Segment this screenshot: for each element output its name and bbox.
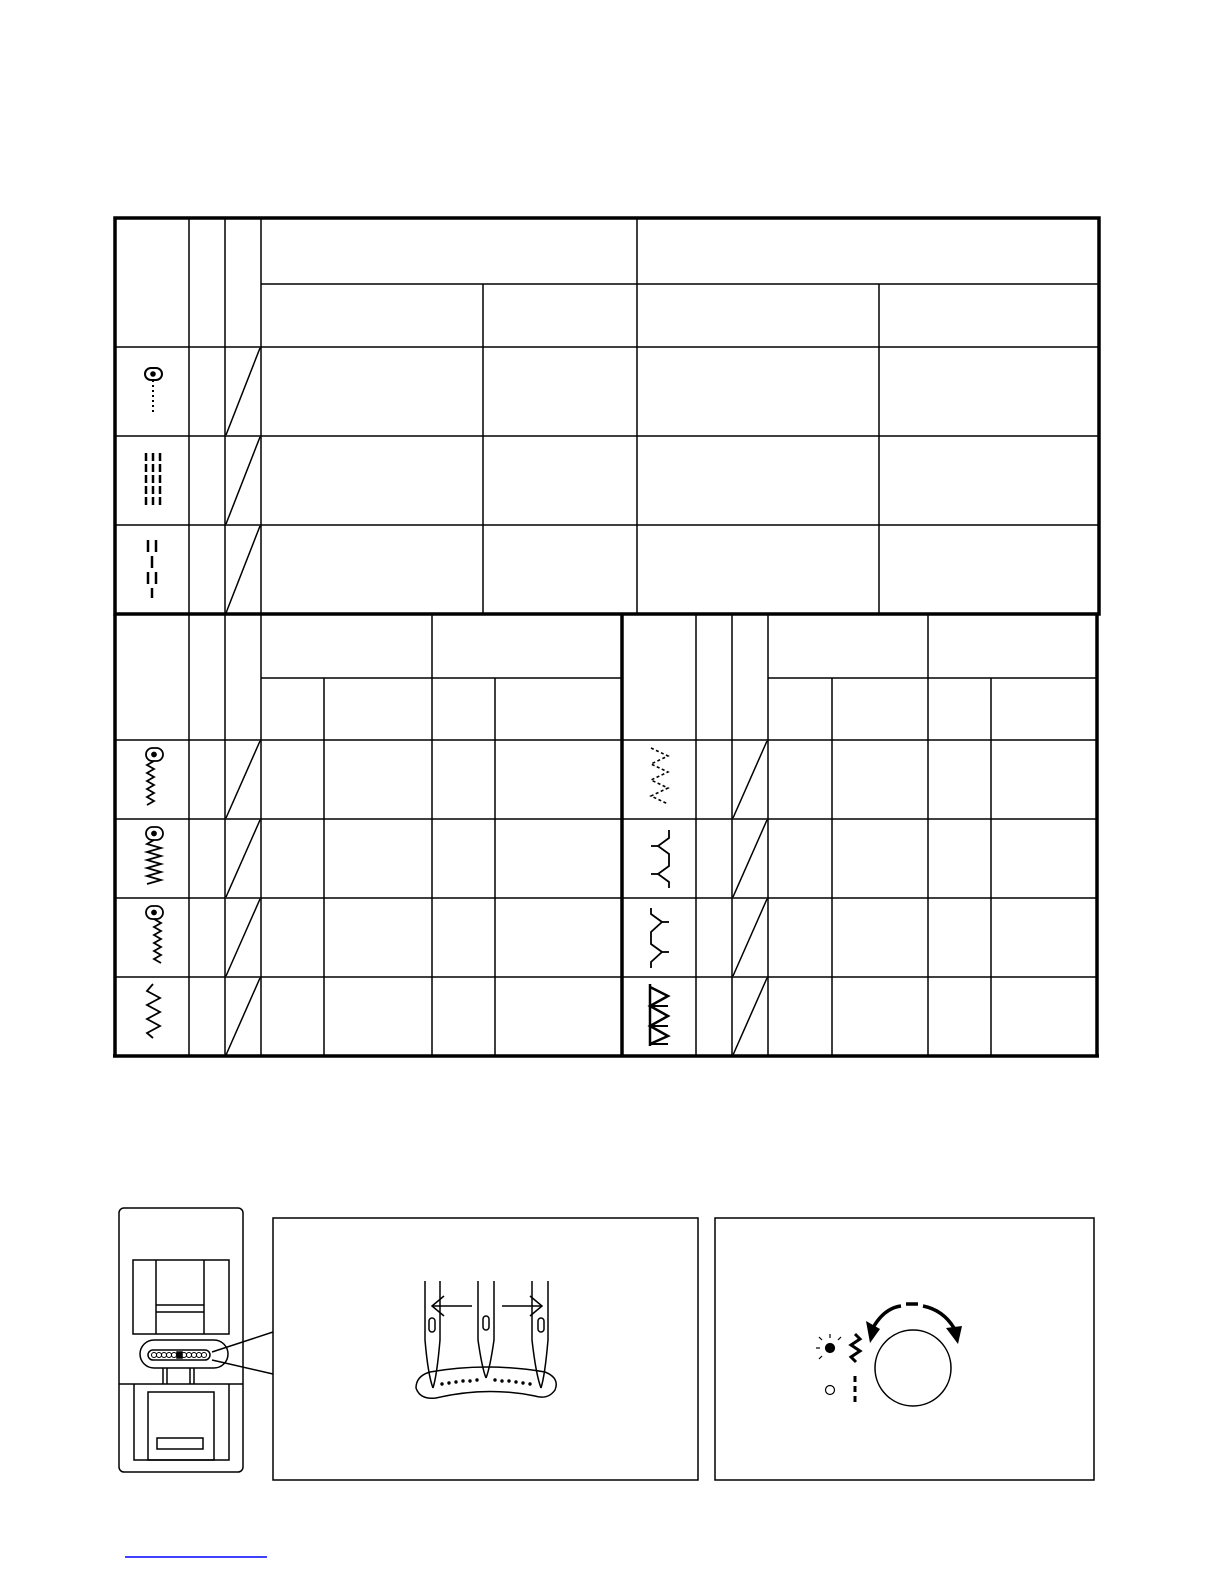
zigzag-right-needle-icon — [146, 906, 163, 963]
na-slash — [733, 978, 767, 1055]
lower-right-table — [622, 614, 1097, 1056]
na-slash — [226, 741, 260, 818]
needle-position-arrows-icon — [416, 1281, 556, 1398]
upper-table-frame — [115, 218, 1099, 614]
na-slash — [733, 820, 767, 897]
lower-left-table — [113, 614, 1099, 1056]
stitch-dial-panel — [715, 1218, 1094, 1480]
na-slash — [733, 741, 767, 818]
na-slash — [226, 526, 260, 613]
straight-stitch-left-needle-icon — [145, 368, 162, 412]
indicator-lamp-off-icon — [826, 1386, 835, 1395]
na-slash — [733, 899, 767, 976]
na-slash — [226, 899, 260, 976]
na-slash — [226, 348, 260, 435]
zigzag-stitch-icon — [147, 984, 160, 1038]
blind-hem-right-icon — [651, 908, 669, 968]
presser-foot-icon — [119, 1208, 273, 1472]
needle-position-panel — [273, 1218, 698, 1480]
upper-table — [115, 218, 1099, 614]
na-slash — [226, 978, 260, 1055]
na-slash — [226, 437, 260, 524]
stitch-selector-dial-icon — [816, 1304, 962, 1406]
zigzag-center-needle-icon — [146, 827, 163, 884]
zigzag-left-needle-icon — [146, 748, 163, 805]
triple-straight-stitch-icon — [146, 453, 160, 508]
blind-hem-left-icon — [651, 830, 669, 888]
indicator-lamp-on-icon — [816, 1334, 841, 1359]
na-slash — [226, 820, 260, 897]
basting-stitch-icon — [148, 540, 156, 598]
zigzag-mode-icon — [851, 1334, 860, 1362]
overcasting-stitch-icon — [650, 984, 668, 1046]
multi-stitch-zigzag-icon — [651, 748, 668, 804]
